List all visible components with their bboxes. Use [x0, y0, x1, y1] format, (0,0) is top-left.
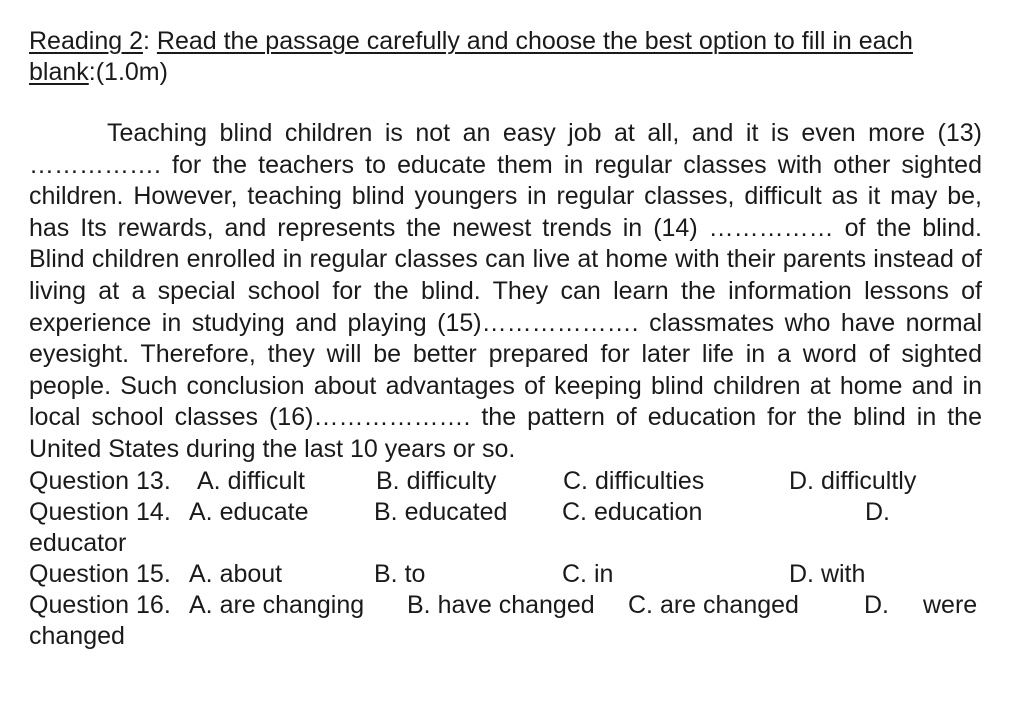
question-14-option-d: D.: [865, 497, 890, 526]
question-14: [29, 497, 982, 559]
question-16-option-b: B. have changed: [407, 591, 595, 620]
question-16-option-a: A. are changing: [189, 591, 365, 620]
reading-instruction: Read the passage carefully and choose the best option to fill in each blank: [29, 27, 913, 86]
question-16-option-d-word: were: [923, 591, 978, 620]
question-14-option-c: C. education: [562, 497, 703, 526]
question-13-option-a: A. difficult: [197, 466, 305, 495]
question-16-label: Question 16.: [29, 591, 171, 620]
question-13-option-c: C. difficulties: [563, 466, 705, 495]
passage-text: for the teachers to educate them in regular classes with other sighted children. However, teaching blind youngers in regular classes, difficult as it may be, has Its rewards, and represents the newest trends in (14): [29, 150, 982, 242]
question-15-option-a: A. about: [189, 560, 283, 589]
question-15-option-d: D. with: [789, 560, 866, 589]
passage-text: classmates who have normal eyesight. Therefore, they will be better prepared for later life in a word of sighted people. Such conclusion about advantages of keeping blind children at home and in local school classes (16): [29, 308, 983, 432]
question-list: [29, 466, 982, 653]
question-13-option-d: D. difficultly: [789, 466, 917, 495]
blank-14: ……………: [708, 213, 834, 242]
question-14-option-a: A. educate: [189, 497, 309, 526]
reading-heading: Reading 2: Read the passage carefully and choose the best option to fill in each blank:(1.0m): [29, 27, 913, 86]
question-15-option-c: C. in: [562, 560, 614, 589]
question-15-label: Question 15.: [29, 560, 171, 589]
question-14-option-d-text: educator: [29, 528, 127, 557]
question-13-label: Question 13.: [29, 466, 171, 495]
blank-13: …………….: [29, 150, 161, 179]
question-13-option-b: B. difficulty: [376, 466, 497, 495]
blank-15: ……………….: [481, 308, 639, 337]
reading-marks: :(1.0m): [88, 58, 168, 86]
question-16-option-c: C. are changed: [628, 591, 799, 620]
blank-16: ……………….: [313, 403, 471, 432]
worksheet: [29, 26, 982, 653]
question-16: [29, 590, 982, 652]
reading-passage: [29, 118, 982, 466]
question-14-label: Question 14.: [29, 497, 171, 526]
question-15: [29, 559, 982, 590]
reading-label: Reading 2: [29, 27, 143, 55]
passage-text: Teaching blind children is not an easy job at all, and it is even more (13): [107, 119, 982, 147]
question-13: [29, 466, 982, 497]
question-16-option-d-text: changed: [29, 622, 125, 651]
passage-text: the pattern of education for the blind in the United States during the last 10 years or so.: [29, 403, 982, 463]
question-16-option-d: D.: [864, 591, 889, 620]
question-15-option-b: B. to: [374, 560, 426, 589]
passage-text: of the blind. Blind children enrolled in regular classes can live at home with their parents instead of living at a special school for the blind. They can learn the information lessons of experience in studying and playing (15): [29, 213, 982, 337]
question-14-option-b: B. educated: [374, 497, 508, 526]
